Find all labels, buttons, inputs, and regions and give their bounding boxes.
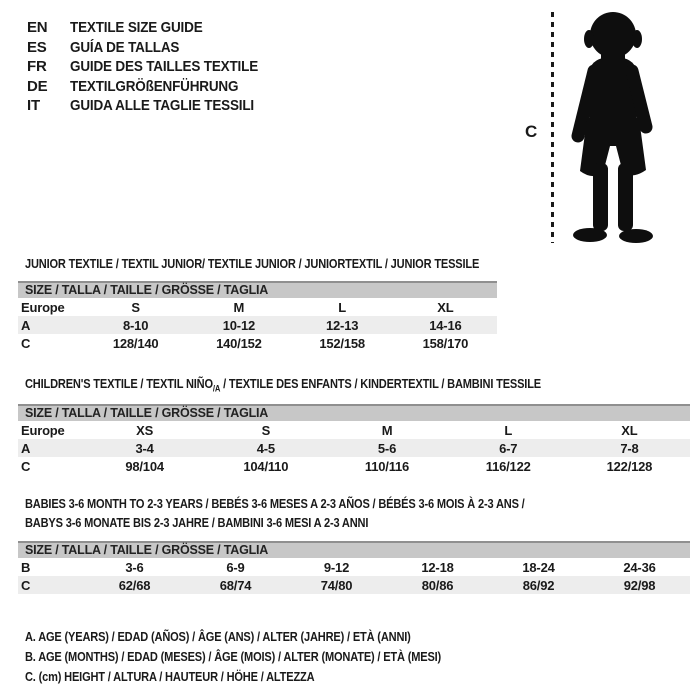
- legend-line-b: B. AGE (MONTHS) / EDAD (MESES) / ÂGE (MOIS) / ALTER (MONATE) / ETÀ (MESI): [25, 649, 442, 664]
- row-label: B: [21, 559, 31, 575]
- table-cell: 98/104: [125, 458, 164, 474]
- table-cell: 24-36: [623, 559, 656, 575]
- height-dashed-line-icon: [551, 12, 554, 243]
- table-row: [18, 421, 690, 439]
- language-code: EN: [27, 19, 48, 37]
- size-header-bar: SIZE / TALLA / TAILLE / GRÖSSE / TAGLIA: [18, 281, 497, 298]
- table-row: [18, 334, 497, 352]
- table-rows: [18, 421, 690, 475]
- row-label: Europe: [21, 299, 65, 315]
- size-header-bar: SIZE / TALLA / TAILLE / GRÖSSE / TAGLIA: [18, 541, 690, 558]
- table-title: JUNIOR TEXTILE / TEXTIL JUNIOR/ TEXTILE JUNIOR / JUNIORTEXTIL / JUNIOR TESSILE: [25, 256, 480, 271]
- table-cell: 80/86: [421, 577, 454, 593]
- table-cell: 128/140: [112, 335, 159, 351]
- table-cell: 5-6: [377, 440, 397, 456]
- size-header-bar: SIZE / TALLA / TAILLE / GRÖSSE / TAGLIA: [18, 404, 690, 421]
- language-code: ES: [27, 38, 47, 56]
- table-cell: M: [381, 422, 393, 438]
- table-cell: 6-7: [499, 440, 518, 456]
- language-row: [27, 57, 279, 77]
- measurement-figure: [505, 0, 700, 255]
- language-row: [27, 96, 279, 116]
- table-cell: XL: [621, 422, 638, 438]
- table-cell: 14-16: [429, 317, 462, 333]
- table-cell: S: [131, 299, 140, 315]
- table-cell: 122/128: [606, 458, 653, 474]
- toddler-silhouette-icon: [563, 8, 665, 246]
- row-label: C: [21, 335, 31, 351]
- table-cell: XL: [437, 299, 454, 315]
- table-row: [18, 457, 690, 475]
- junior-textile-table: [18, 254, 497, 354]
- table-rows: [18, 298, 497, 352]
- language-row: [27, 18, 279, 38]
- table-cell: L: [338, 299, 346, 315]
- table-cell: 3-4: [135, 440, 154, 456]
- language-code: IT: [27, 97, 40, 115]
- language-code: DE: [27, 77, 48, 95]
- table-cell: 12-13: [326, 317, 359, 333]
- babies-textile-table: [18, 494, 690, 596]
- table-cell: 158/170: [422, 335, 469, 351]
- table-cell: 3-6: [125, 559, 144, 575]
- table-row: [18, 439, 690, 457]
- table-cell: 74/80: [320, 577, 353, 593]
- language-row: [27, 77, 279, 97]
- table-cell: XS: [136, 422, 154, 438]
- language-title: GUÍA DE TALLAS: [70, 38, 180, 56]
- table-title: CHILDREN'S TEXTILE / TEXTIL $NIÑO_{/A}$ / TEXTILE DES ENFANTS / KINDERTEXTIL / BAMBINI TESSILE: [25, 376, 541, 394]
- table-cell: 110/116: [364, 458, 410, 474]
- table-rows: [18, 558, 690, 594]
- childrens-textile-table: [18, 374, 690, 477]
- table-cell: 4-5: [256, 440, 275, 456]
- row-label: Europe: [21, 422, 65, 438]
- table-cell: 9-12: [323, 559, 350, 575]
- table-row: [18, 576, 690, 594]
- table-cell: S: [261, 422, 271, 438]
- row-label: C: [21, 577, 31, 593]
- language-code: FR: [27, 58, 47, 76]
- language-title: TEXTILGRÖßENFÜHRUNG: [70, 77, 239, 95]
- legend: [25, 627, 515, 687]
- table-cell: 86/92: [522, 577, 555, 593]
- table-cell: 152/158: [319, 335, 365, 351]
- table-cell: 62/68: [118, 577, 151, 593]
- row-label: A: [21, 440, 31, 456]
- table-cell: 6-9: [226, 559, 245, 575]
- table-cell: M: [233, 299, 245, 315]
- table-cell: L: [504, 422, 513, 438]
- row-label: C: [21, 458, 31, 474]
- table-row: [18, 316, 497, 334]
- row-label: A: [21, 317, 31, 333]
- language-title: GUIDE DES TAILLES TEXTILE: [70, 58, 259, 76]
- language-title: GUIDA ALLE TAGLIE TESSILI: [70, 97, 255, 115]
- table-cell: 92/98: [623, 577, 656, 593]
- table-cell: 8-10: [123, 317, 149, 333]
- language-list: [27, 18, 279, 116]
- language-title: TEXTILE SIZE GUIDE: [70, 19, 203, 37]
- legend-line-c: C. (cm) HEIGHT / ALTURA / HAUTEUR / HÖHE / ALTEZZA: [25, 669, 315, 684]
- table-cell: 7-8: [620, 440, 639, 456]
- language-row: [27, 38, 279, 58]
- table-cell: 12-18: [421, 559, 454, 575]
- table-row: [18, 558, 690, 576]
- height-measure-label: C: [525, 122, 538, 141]
- table-cell: 104/110: [243, 458, 289, 474]
- table-title: BABIES 3-6 MONTH TO 2-3 YEARS / BEBÉS 3-6 MESES A 2-3 AÑOS / BÉBÉS 3-6 MOIS À 2-3 ANS / BABYS 3-6 MONATE BIS 2-3 JAHRE / BAMBINI 3-6 MESI A 2-3 ANNI: [25, 496, 525, 530]
- legend-line-a: A. AGE (YEARS) / EDAD (AÑOS) / ÂGE (ANS) / ALTER (JAHRE) / ETÀ (ANNI): [25, 629, 411, 644]
- table-cell: 68/74: [219, 577, 252, 593]
- table-row: [18, 298, 497, 316]
- table-cell: 140/152: [216, 335, 262, 351]
- table-cell: 10-12: [222, 317, 255, 333]
- table-cell: 18-24: [522, 559, 555, 575]
- table-cell: 116/122: [485, 458, 531, 474]
